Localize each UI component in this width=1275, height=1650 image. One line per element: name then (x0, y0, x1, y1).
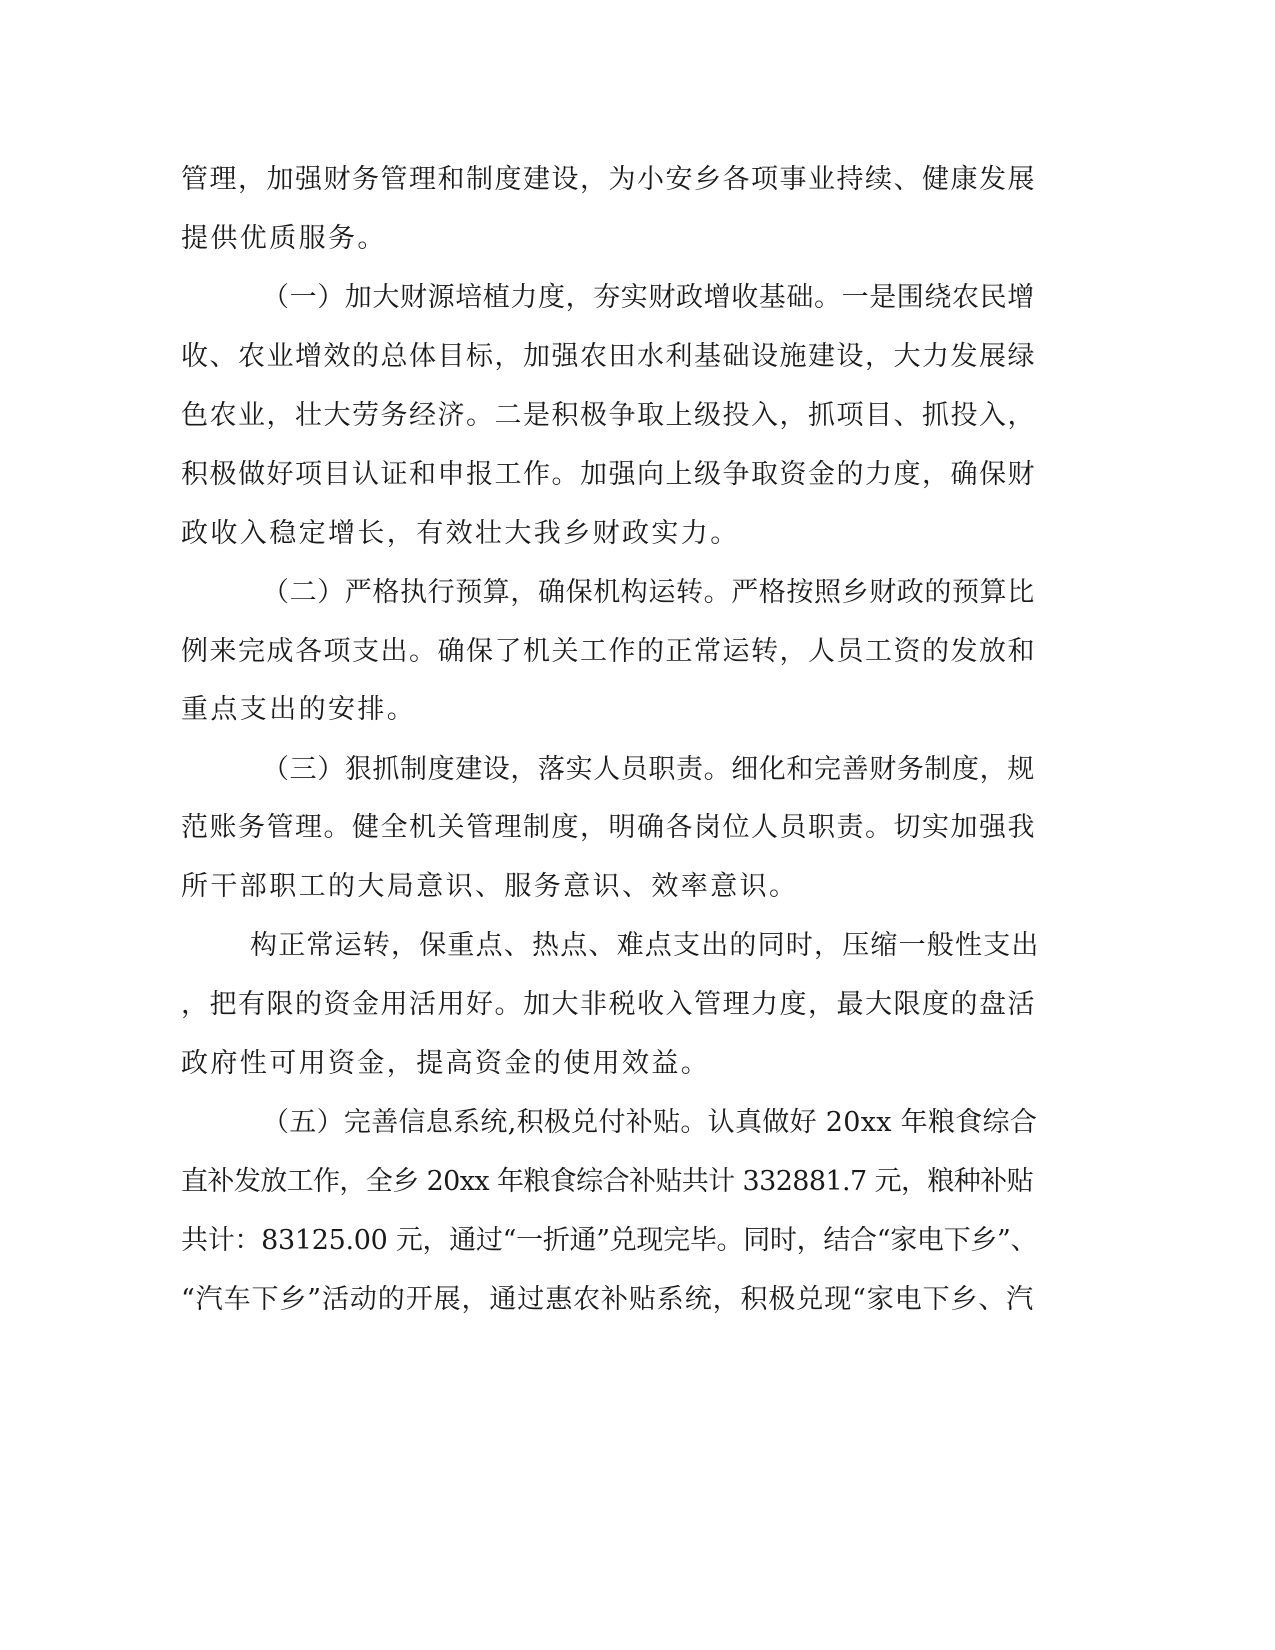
line-text: （二）严格执行预算，确保机构运转。严格按照乡财政的预算比 (262, 577, 1035, 608)
line-text: 例来完成各项支出。确保了机关工作的正常运转，人员工资的发放和 (181, 636, 1036, 667)
line-text: ，把有限的资金用活用好。加大非税收入管理力度，最大限度的盘活 (181, 989, 1036, 1020)
text-line (0, 278, 1275, 318)
line-text: 范账务管理。健全机关管理制度，明确各岗位人员职责。切实加强我 (181, 812, 1036, 843)
line-text: 重点支出的安排。 (181, 694, 417, 725)
line-text: “汽车下乡”活动的开展，通过惠农补贴系统，积极兑现“家电下乡、汽 (181, 1284, 1035, 1315)
text-line (0, 632, 1275, 672)
text-line (0, 926, 1275, 966)
text-line (0, 337, 1275, 377)
text-line (0, 1103, 1275, 1143)
line-text: 共计：83125.00 元，通过“一折通”兑现完毕。同时，结合“家电下乡”、 (181, 1225, 1038, 1256)
line-text: 收、农业增效的总体目标，加强农田水利基础设施建设，大力发展绿 (181, 341, 1036, 372)
line-text: 积极做好项目认证和申报工作。加强向上级争取资金的力度，确保财 (181, 459, 1036, 490)
line-text: 政收入稳定增长，有效壮大我乡财政实力。 (181, 518, 740, 549)
line-text: 直补发放工作，全乡 20xx 年粮食综合补贴共计 332881.7 元，粮种补贴 (181, 1166, 1033, 1197)
text-line (0, 985, 1275, 1025)
line-text: 所干部职工的大局意识、服务意识、效率意识。 (181, 871, 799, 902)
text-line (0, 1280, 1275, 1320)
line-text: （三）狠抓制度建设，落实人员职责。细化和完善财务制度，规 (262, 754, 1035, 785)
text-line (0, 867, 1275, 907)
text-line (0, 160, 1275, 200)
text-line (0, 1221, 1275, 1261)
text-line (0, 573, 1275, 613)
text-line (0, 1044, 1275, 1084)
line-text: （一）加大财源培植力度，夯实财政增收基础。一是围绕农民增 (262, 282, 1035, 313)
line-text: （五）完善信息系统,积极兑付补贴。认真做好 20xx 年粮食综合 (262, 1107, 1038, 1138)
text-line (0, 455, 1275, 495)
text-line (0, 750, 1275, 790)
line-text: 提供优质服务。 (181, 223, 387, 254)
text-line (0, 396, 1275, 436)
text-line (0, 219, 1275, 259)
line-text: 色农业，壮大劳务经济。二是积极争取上级投入，抓项目、抓投入， (181, 400, 1036, 431)
text-line (0, 690, 1275, 730)
text-line (0, 514, 1275, 554)
text-line (0, 1162, 1275, 1202)
line-text: 政府性可用资金，提高资金的使用效益。 (181, 1048, 711, 1079)
text-line (0, 808, 1275, 848)
line-text: 构正常运转，保重点、热点、难点支出的同时，压缩一般性支出 (250, 930, 1040, 961)
line-text: 管理，加强财务管理和制度建设，为小安乡各项事业持续、健康发展 (181, 164, 1036, 195)
